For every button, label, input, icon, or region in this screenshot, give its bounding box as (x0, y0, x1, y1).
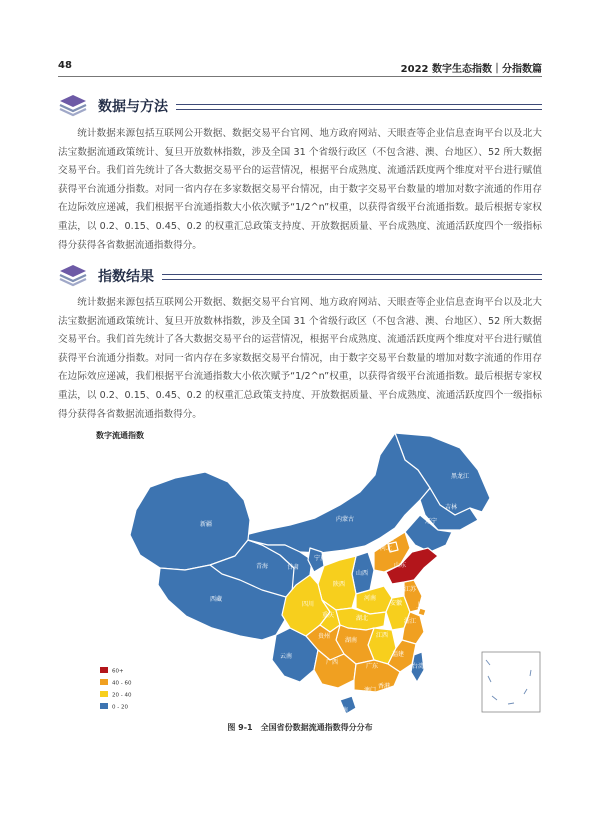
page-number: 48 (58, 60, 72, 71)
label-ningxia: 宁夏 (314, 555, 327, 562)
results-paragraph: 统计数据来源包括互联网公开数据、数据交易平台官网、地方政府网站、天眼查等企业信息查询平台以及北大法宝数据流通政策统计、复旦开放数林指数，涉及全国 31 个省级行政区（不包含港、澳、台地区）、52 所大数据交易平台。我们首先统计了各大数据交易平台的运营情况，根据平台成熟度、流通活跃度两个维度对平台进行赋值获得平台流通分指数。对同一省内存在多家数据交易平台情况，由于数字交易平台数量的增加对数字流通的作用存在边际效应递减，我们根据平台流通指数大小依次赋予“1/2^n”权重，以获得省级平台流通指数。最后根据专家权重法，以 0.2、0.15、0.45、0.2 的权重汇总政策支持度、开放数据质量、平台成熟度、流通活跃度四个一级指标得分获得各省数据流通指数得分。 (58, 297, 542, 420)
section-title: 指数结果 (98, 269, 154, 285)
label-shandong: 山东 (394, 562, 407, 569)
legend-label-20-40: 20 - 40 (112, 692, 132, 699)
label-hunan: 湖南 (345, 637, 358, 644)
label-guangxi: 广西 (326, 659, 339, 666)
region-shanghai (418, 608, 426, 616)
label-guangdong: 广东 (366, 663, 379, 670)
legend-swatch-20-40 (100, 691, 108, 697)
map-label: 数字流通指数 (96, 431, 144, 440)
label-qinghai: 青海 (256, 563, 269, 570)
legend-swatch-40-60 (100, 679, 108, 685)
label-henan: 河南 (364, 595, 377, 602)
book-title: 2022 数字生态指数｜分指数篇 (400, 64, 542, 75)
label-shaanxi: 陕西 (333, 581, 346, 588)
label-jiangsu: 江苏 (404, 586, 417, 593)
label-beijing: 北京 (382, 536, 395, 543)
label-shanxi: 山西 (356, 570, 369, 577)
label-hubei: 湖北 (356, 615, 369, 622)
label-xianggang: 香港 (378, 683, 391, 690)
label-fujian: 福建 (392, 651, 405, 658)
label-sichuan: 四川 (302, 601, 315, 608)
section-title: 数据与方法 (98, 99, 168, 115)
methods-paragraph: 统计数据来源包括互联网公开数据、数据交易平台官网、地方政府网站、天眼查等企业信息查询平台以及北大法宝数据流通政策统计、复旦开放数林指数，涉及全国 31 个省级行政区（不包含港、澳、台地区）、52 所大数据交易平台。我们首先统计了各大数据交易平台的运营情况，根据平台成熟度、流通活跃度两个维度对平台进行赋值获得平台流通分指数。对同一省内存在多家数据交易平台情况，由于数字交易平台数量的增加对数字流通的作用存在边际效应递减，我们根据平台流通指数大小依次赋予“1/2^n”权重，以获得省级平台流通指数。最后根据专家权重法，以 0.2、0.15、0.45、0.2 的权重汇总政策支持度、开放数据质量、平台成熟度、流通活跃度四个一级指标得分获得各省数据流通指数得分。 (58, 128, 542, 251)
label-liaoning: 辽宁 (425, 518, 438, 525)
label-jilin: 吉林 (445, 504, 458, 511)
label-xinjiang: 新疆 (200, 521, 213, 528)
legend-label-40-60: 40 - 60 (112, 680, 132, 687)
map-legend (100, 667, 132, 711)
label-hebei: 河北 (380, 545, 393, 552)
label-jiangxi: 江西 (376, 632, 389, 639)
legend-label-0-20: 0 - 20 (112, 704, 128, 711)
label-anhui: 安徽 (390, 600, 403, 607)
label-aomen: 澳门 (364, 687, 377, 694)
region-xinjiang (130, 472, 250, 570)
nine-dash-line (486, 660, 531, 704)
label-yunnan: 云南 (280, 653, 293, 660)
legend-swatch-0-20 (100, 703, 108, 709)
label-shanghai: 上海 (416, 602, 429, 609)
legend-label-60plus: 60+ (112, 668, 124, 675)
label-heilongjiang: 黑龙江 (451, 473, 470, 480)
label-zhejiang: 浙江 (404, 618, 417, 625)
label-neimenggu: 内蒙古 (336, 516, 355, 523)
label-gansu: 甘肃 (287, 564, 300, 571)
label-taiwan: 台湾 (412, 663, 425, 670)
label-hainan: 海南 (336, 707, 349, 714)
label-xizang: 西藏 (210, 596, 223, 603)
legend-swatch-60plus (100, 667, 108, 673)
label-chongqing: 重庆 (322, 612, 335, 619)
figure-caption: 图 9-1 全国省份数据流通指数得分分布 (227, 723, 373, 732)
label-guizhou: 贵州 (318, 633, 331, 640)
